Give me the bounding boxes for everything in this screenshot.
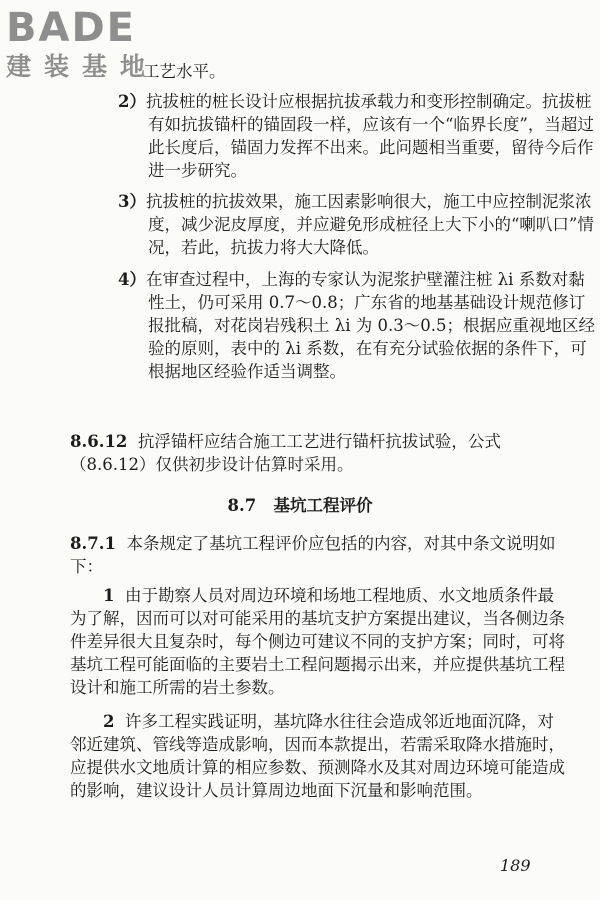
page-number: 189 [500,856,531,875]
paragraph-2-text: 许多工程实践证明，基坑降水往往会造成邻近地面沉降，对邻近建筑、管线等造成影响，因而本款提出，若需采取降水措施时，应提供水文地质计算的相应参数、预测降水及其对周边环境可能造成的影响，建议设计人员计算周边地面下沉量和影响范围。 [70,712,565,800]
paragraph-1-text: 由于勘察人员对周边环境和场地工程地质、水文地质条件最为了解，因而可以对可能采用的基坑支护方案提出建议，当各侧边条件差异很大且复杂时，每个侧边可建议不同的支护方案；同时，可将基坑工程可能面临的主要岩土工程问题揭示出来，并应提供基坑工程设计和施工所需的岩土参数。 [70,586,565,697]
item-2-text: 抗拔桩的桩长设计应根据抗拔承载力和变形控制确定。抗拔桩有如抗拔锚杆的锚固段一样，应该有一个“临界长度”，当超过此长度后，锚固力发挥不出来。此问题相当重要，留待今后作进一步研究。 [145,92,594,180]
paragraph-2-number: 2 [103,712,115,731]
clause-8-7-1-number: 8.7.1 [70,534,116,553]
clause-8-7-1-text: 本条规定了基坑工程评价应包括的内容，对其中条文说明如下： [70,534,556,576]
continued-line: 工艺水平。 [143,62,226,81]
paragraph-1 [70,584,570,699]
item-3-number: 3） [118,192,146,211]
item-4-number: 4） [118,270,146,289]
clause-8-6-12-text: 抗浮锚杆应结合施工工艺进行锚杆抗拔试验，公式（8.6.12）仅供初步设计估算时采用。 [70,432,501,474]
section-number: 8.7 [227,496,257,515]
item-3-text: 抗拔桩的抗拔效果，施工因素影响很大，施工中应控制泥浆浓度，减少泥皮厚度，并应避免形成桩径上大下小的“喇叭口”情况，若此，抗拔力将大大降低。 [145,192,594,257]
section-title: 基坑工程评价 [273,496,373,515]
item-4-text: 在审查过程中，上海的专家认为泥浆护壁灌注桩 λi 系数对黏性土，仍可采用 0.7～0.8；广东省的地基基础设计规范修订报批稿，对花岗岩残积土 λi 为 0.3～0.5；根据应重视地区经验的原则，表中的 λi 系数，在有充分试验依据的条件下，可根据地区经验作适当调整。 [145,270,595,381]
item-3 [118,190,598,259]
logo-subtitle: 建装基地 [6,52,159,81]
clause-8-7-1 [70,532,570,578]
item-4 [118,268,598,383]
clause-8-6-12-number: 8.6.12 [70,432,128,451]
item-2 [118,90,598,182]
item-2-number: 2） [118,92,146,111]
clause-8-6-12 [70,430,570,476]
paragraph-2 [70,710,570,802]
logo-word: BADE [6,5,136,51]
section-heading [0,492,600,516]
logo [6,6,158,82]
paragraph-1-number: 1 [103,586,115,605]
